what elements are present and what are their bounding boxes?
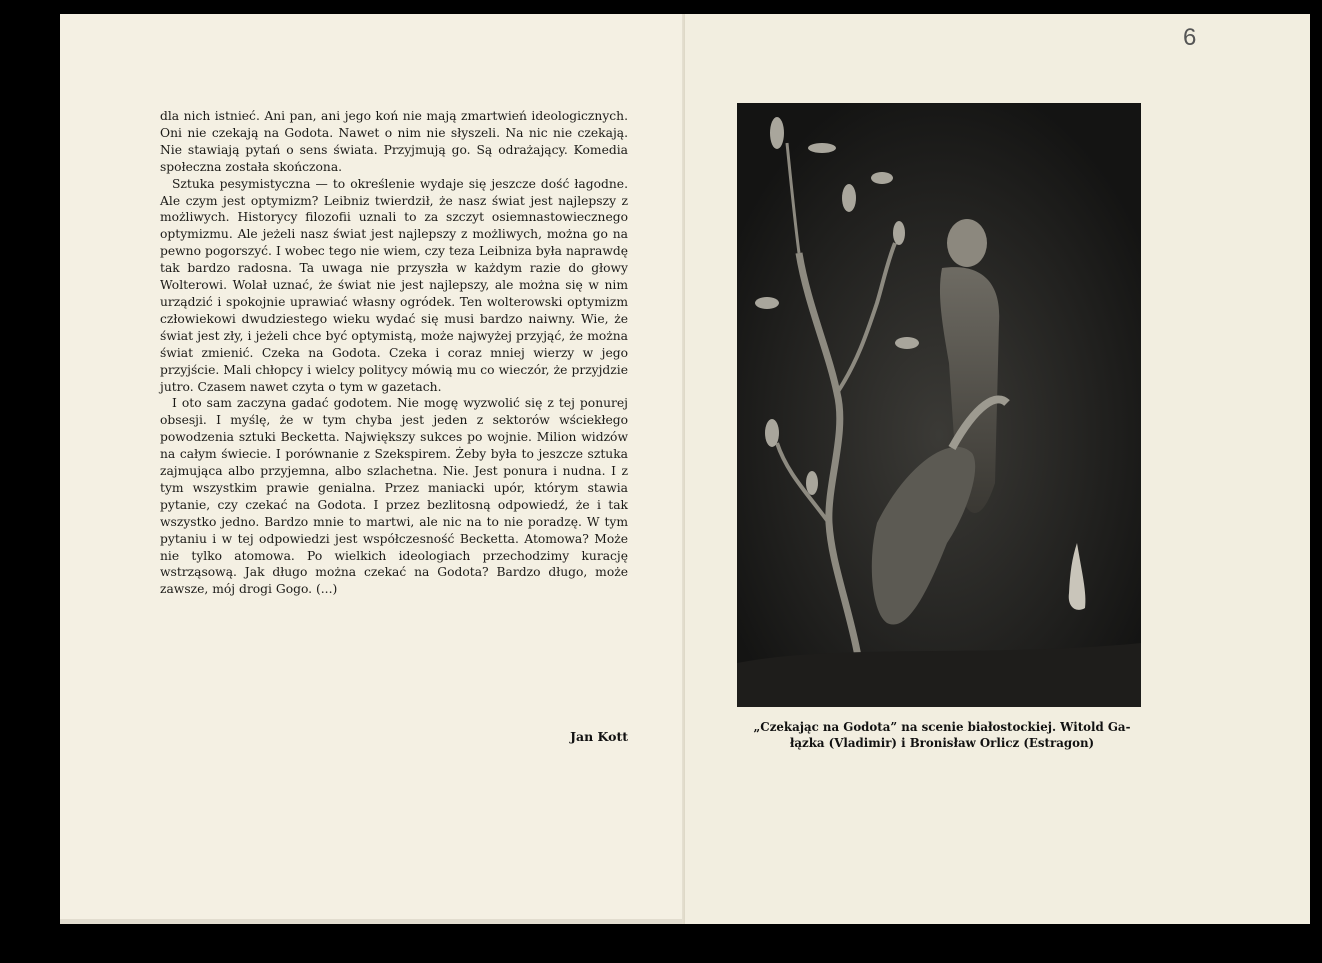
leaf <box>806 471 818 495</box>
leaf <box>765 419 779 447</box>
leaf <box>871 172 893 184</box>
page-stack-edge <box>60 919 685 924</box>
leaf <box>770 117 784 149</box>
leaf <box>755 297 779 309</box>
page-number: 6 <box>1183 24 1197 51</box>
leaf <box>893 221 905 245</box>
leaf <box>895 337 919 349</box>
author-signature: Jan Kott <box>570 729 628 744</box>
leaf <box>808 143 836 153</box>
paragraph-2: Sztuka pesymistyczna — to określenie wydaje się jeszcze dość łagodne. Ale czym jest optymizm? Leibniz twierdził, że nasz świat jest najlepszy z możliwych. Historycy filozofii uznali to za szczyt osiemnastowiecznego optymizmu. Ale jeżeli nasz świat jest najlepszy z możliwych, można go na pewno pogorszyć. I wobec tego nie wiem, czy teza Leibniza była naprawdę tak bardzo radosna. Ta uwaga nie przyszła w każdym razie do głowy Wolterowi. Wolał uznać, że świat nie jest najlepszy, ale można się w nim urządzić i spokojnie uprawiać własny ogródek. Ten wolterowski optymizm człowiekowi dwudziestego wieku wydać się musi bardzo naiwny. Wie, że świat jest zły, i jeżeli chce być optymistą, może najwyżej przyjąć, że można świat zmienić. Czeka na Godota. Czeka i coraz mniej wierzy w jego przyjście. Mali chłopcy i wielcy politycy mówią mu co wieczór, że przyjdzie jutro. Czasem nawet czyta o tym w gazetach. <box>160 176 628 394</box>
paragraph-3: I oto sam zaczyna gadać godotem. Nie mogę wyzwolić się z tej ponurej obsesji. I myślę, że w tym chyba jest jeden z sektorów wściekłego powodzenia sztuki Becketta. Największy sukces po wojnie. Milion widzów na całym świecie. I porównanie z Szekspirem. Żeby była to jeszcze sztuka zajmująca albo przyjemna, albo szlachetna. Nie. Jest ponura i nudna. I z tym wszystkim prawie genialna. Przez maniacki upór, którym stawia pytanie, czy czekać na Godota. I przez bezlitosną odpowiedź, że i tak wszystko jedno. Bardzo mnie to martwi, ale nic na to nie poradzę. W tym pytaniu i w tej odpowiedzi jest współczesność Becketta. Atomowa? Może nie tylko atomowa. Po wielkich ideologiach przechodzimy kurację wstrząsową. Jak długo można czekać na Godota? Bardzo długo, może zawsze, mój drogi Gogo. (...) <box>160 396 628 597</box>
stage-photo <box>737 103 1141 707</box>
paragraph-1: dla nich istnieć. Ani pan, ani jego koń nie mają zmartwień ideologicznych. Oni nie czekają na Godota. Nawet o nim nie słyszeli. Na nic nie czekają. Nie stawiają pytań o sens świata. Przyjmują go. Są odrażający. Komedia społeczna została skończona. <box>160 109 628 174</box>
caption-line-1: „Czekając na Godota” na scenie białostockiej. Witold Ga- <box>753 720 1131 734</box>
article-text <box>160 108 628 598</box>
photo-caption <box>737 719 1147 751</box>
caption-line-2: łązka (Vladimir) i Bronisław Orlicz (Estragon) <box>789 736 1095 750</box>
stage-photo-illustration <box>737 103 1141 707</box>
left-page <box>60 14 685 924</box>
leaf <box>842 184 856 212</box>
actor-head <box>947 219 987 267</box>
